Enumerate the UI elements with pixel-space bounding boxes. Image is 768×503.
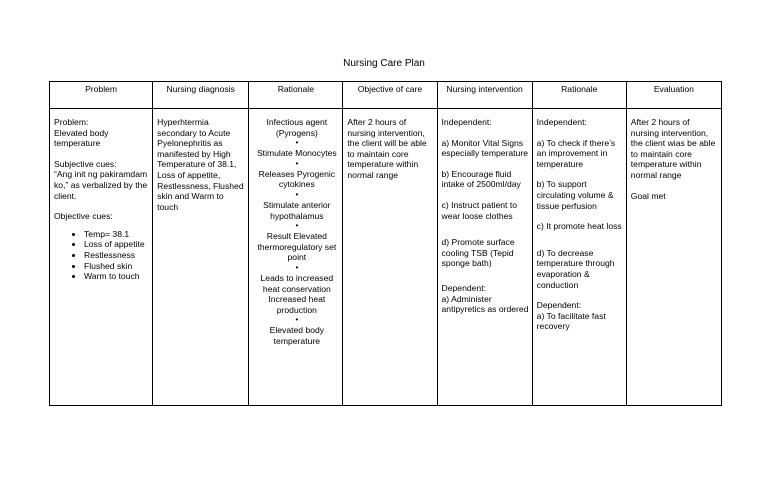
objective-cues-list [54, 229, 150, 282]
header-objective-of-care: Objective of care [343, 82, 437, 109]
care-plan-table [49, 81, 722, 406]
problem-label: Problem: [54, 117, 89, 127]
flow-step: Result Elevated thermoregulatory set point [257, 231, 337, 263]
content-row [50, 109, 722, 406]
evaluation-text: After 2 hours of nursing intervention, the client wias be able to maintain core temperature within normal range [630, 117, 716, 180]
flow-step: Stimulate Monocytes [256, 148, 337, 159]
intervention-dep-a: a) Administer antipyretics as ordered [441, 293, 529, 315]
flow-step: Elevated body temperature [269, 325, 325, 346]
subjective-cues-label: Subjective cues: [54, 158, 117, 169]
list-item: • Restlessness [84, 250, 150, 261]
bullet-separator: • [295, 189, 299, 199]
header-rationale-2: Rationale [532, 82, 626, 109]
header-row [50, 82, 722, 109]
dependent-label: Dependent: [441, 282, 486, 293]
header-problem: Problem [50, 82, 153, 109]
flow-step: Stimulate anterior hypothalamus [263, 199, 331, 221]
independent-label: Independent: [536, 117, 587, 127]
rationale-flow-cell [249, 109, 343, 406]
independent-label: Independent: [441, 117, 492, 127]
objective-cues-label: Objective cues: [54, 211, 113, 222]
flow-step: Leads to increased heat conservation [260, 272, 334, 294]
rationale2-cell [532, 109, 626, 406]
list-item: • Warm to touch [84, 271, 150, 282]
subjective-cues-text: “Ang init ng pakiramdam ko,” as verbalized by the client. [54, 169, 148, 201]
rationale2-b: b) To support circulating volume & tissue perfusion [536, 179, 614, 211]
bullet-separator: • [295, 138, 299, 148]
flow-step: Releases Pyrogenic cytokines [258, 168, 336, 190]
objective-text: After 2 hours of nursing intervention, the client will be able to maintain core temperature within normal range [347, 117, 427, 180]
evaluation-status: Goal met [630, 190, 666, 201]
intervention-b: b) Encourage fluid intake of 2500ml/day [441, 168, 521, 190]
dependent-label: Dependent: [536, 300, 582, 311]
problem-text: Elevated body temperature [54, 127, 109, 149]
intervention-cell [437, 109, 532, 406]
rationale2-dep-a: a) To facilitate fast recovery [536, 310, 606, 332]
header-rationale: Rationale [249, 82, 343, 109]
intervention-c: c) Instruct patient to wear loose clothes [441, 199, 517, 221]
flow-step: Infectious agent (Pyrogens) [266, 117, 328, 138]
diagnosis-cell [153, 109, 249, 406]
header-evaluation: Evaluation [626, 82, 721, 109]
list-item: • Temp= 38.1 [84, 229, 150, 240]
intervention-d: d) Promote surface cooling TSB (Tepid sponge bath) [441, 237, 515, 269]
bullet-separator: • [295, 221, 299, 231]
problem-cell [50, 109, 153, 406]
flow-step: Increased heat production [268, 294, 326, 315]
bullet-separator: • [295, 262, 299, 272]
list-item: • Loss of appetite [84, 239, 150, 250]
bullet-separator: • [295, 158, 299, 168]
header-nursing-intervention: Nursing intervention [437, 82, 532, 109]
list-item: • Flushed skin [84, 261, 150, 272]
page-title: Nursing Care Plan [343, 58, 425, 69]
intervention-a: a) Monitor Vital Signs especially temperature [441, 137, 528, 159]
rationale2-a: a) To check if there’s an improvement in temperature [536, 137, 616, 169]
rationale2-d: d) To decrease temperature through evaporation & conduction [536, 247, 615, 290]
bullet-separator: • [295, 315, 299, 325]
rationale2-c: c) It promote heat loss [536, 221, 622, 232]
diagnosis-text: Hyperhtermia secondary to Acute Pyelonephritis as manifested by High Temperature of 38.1, Loss of appetite, Restlessness, Flushed skin and Warm to touch [157, 117, 244, 212]
header-nursing-diagnosis: Nursing diagnosis [153, 82, 249, 109]
evaluation-cell [626, 109, 721, 406]
objective-cell [343, 109, 437, 406]
